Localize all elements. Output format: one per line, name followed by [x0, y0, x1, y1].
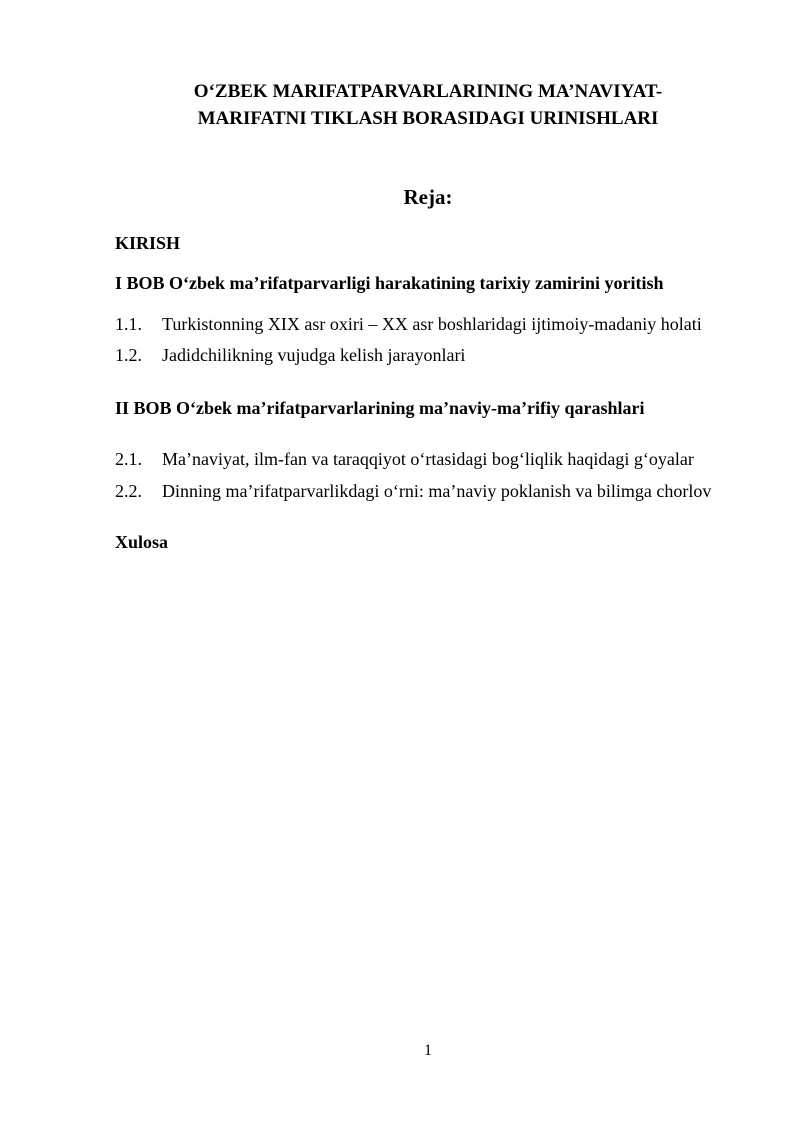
- item-text: Ma’naviyat, ilm-fan va taraqqiyot o‘rtasidagi bog‘liqlik haqidagi g‘oyalar: [162, 449, 694, 469]
- list-item: [115, 480, 711, 502]
- list-item: [115, 344, 465, 366]
- conclusion-heading: Xulosa: [115, 532, 169, 552]
- intro-heading: KIRISH: [115, 233, 181, 253]
- item-text: Jadidchilikning vujudga kelish jarayonlari: [162, 345, 466, 365]
- item-text: Dinning ma’rifatparvarlikdagi o‘rni: ma’naviy poklanish va bilimga chorlov: [162, 481, 712, 501]
- chapter-2-heading: II BOB O‘zbek ma’rifatparvarlarining ma’naviy-ma’rifiy qarashlari: [115, 398, 645, 418]
- plan-heading: Reja:: [403, 185, 453, 209]
- document-title-line-2: MARIFATNI TIKLASH BORASIDAGI URINISHLARI: [197, 108, 659, 129]
- item-text: Turkistonning XIX asr oxiri – XX asr boshlaridagi ijtimoiy-madaniy holati: [162, 314, 702, 334]
- page-number: 1: [424, 1042, 432, 1059]
- item-number: 2.2.: [115, 481, 142, 501]
- item-number: 2.1.: [115, 449, 142, 469]
- item-number: 1.1.: [115, 314, 142, 334]
- document-title-line-1: O‘ZBEK MARIFATPARVARLARINING MA’NAVIYAT-: [193, 81, 663, 102]
- item-number: 1.2.: [115, 345, 142, 365]
- list-item: [115, 313, 702, 335]
- chapter-1-heading: I BOB O‘zbek ma’rifatparvarligi harakatining tarixiy zamirini yoritish: [115, 273, 664, 293]
- list-item: [115, 448, 694, 470]
